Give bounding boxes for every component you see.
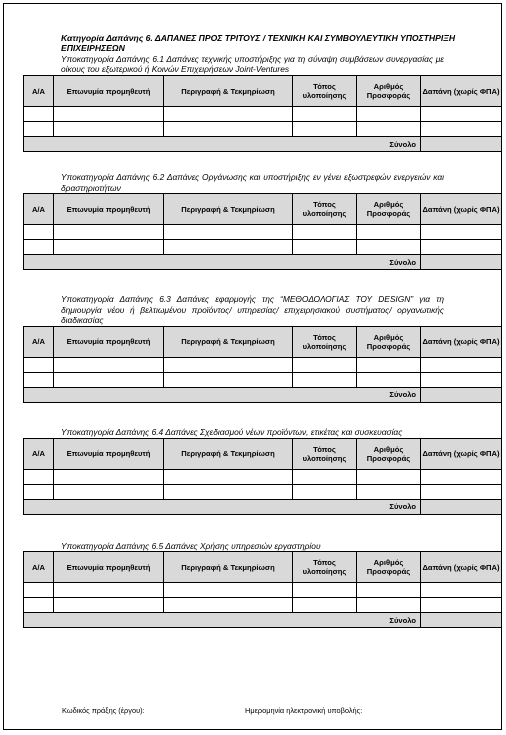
table-cell[interactable] bbox=[24, 357, 54, 372]
table-cell[interactable] bbox=[357, 225, 421, 240]
column-header: Αριθμός Προσφοράς bbox=[357, 326, 421, 357]
table-cell[interactable] bbox=[357, 107, 421, 122]
total-label: Σύνολο bbox=[24, 137, 421, 152]
column-header: Επωνυμία προμηθευτή bbox=[54, 438, 164, 469]
table-row bbox=[24, 107, 502, 122]
sections bbox=[23, 54, 501, 628]
table-cell[interactable] bbox=[164, 583, 293, 598]
category-title: Κατηγορία Δαπάνης 6. ΔΑΠΑΝΕΣ ΠΡΟΣ ΤΡΙΤΟΥΣ / ΤΕΧΝΙΚΗ ΚΑΙ ΣΥΜΒΟΥΛΕΥΤΙΚΗ ΥΠΟΣΤΗΡΙΞΗ ΕΠΙΧΕΙΡΗΣΕΩΝ bbox=[61, 33, 456, 54]
table-cell[interactable] bbox=[293, 107, 357, 122]
table-cell[interactable] bbox=[24, 122, 54, 137]
table-cell[interactable] bbox=[293, 598, 357, 613]
subcategory-title: Υποκατηγορία Δαπάνης 6.5 Δαπάνες Χρήσης υπηρεσιών εργαστηρίου bbox=[61, 540, 321, 551]
table-row bbox=[24, 357, 502, 372]
table-cell[interactable] bbox=[54, 122, 164, 137]
total-row bbox=[24, 137, 502, 152]
table-cell[interactable] bbox=[357, 240, 421, 255]
table-row bbox=[24, 484, 502, 499]
total-value[interactable] bbox=[421, 499, 502, 514]
column-header: Δαπάνη (χωρίς ΦΠΑ) bbox=[421, 326, 502, 357]
table-cell[interactable] bbox=[421, 469, 502, 484]
expense-table bbox=[23, 326, 502, 403]
column-header: Αριθμός Προσφοράς bbox=[357, 194, 421, 225]
table-cell[interactable] bbox=[421, 583, 502, 598]
table-cell[interactable] bbox=[164, 357, 293, 372]
column-header: Αριθμός Προσφοράς bbox=[357, 76, 421, 107]
table-cell[interactable] bbox=[357, 372, 421, 387]
table-cell[interactable] bbox=[164, 122, 293, 137]
table-cell[interactable] bbox=[24, 484, 54, 499]
table-header-row bbox=[24, 438, 502, 469]
table-cell[interactable] bbox=[24, 107, 54, 122]
column-header: Αριθμός Προσφοράς bbox=[357, 552, 421, 583]
table-cell[interactable] bbox=[54, 240, 164, 255]
action-code-label: Κωδικός πράξης (έργου): bbox=[62, 706, 145, 715]
table-cell[interactable] bbox=[421, 240, 502, 255]
table-row bbox=[24, 583, 502, 598]
table-row bbox=[24, 225, 502, 240]
column-header: Α/Α bbox=[24, 76, 54, 107]
table-cell[interactable] bbox=[293, 583, 357, 598]
total-label: Σύνολο bbox=[24, 499, 421, 514]
table-cell[interactable] bbox=[357, 357, 421, 372]
table-row bbox=[24, 122, 502, 137]
column-header: Τόπος υλοποίησης bbox=[293, 326, 357, 357]
table-cell[interactable] bbox=[54, 372, 164, 387]
table-cell[interactable] bbox=[24, 240, 54, 255]
table-cell[interactable] bbox=[24, 598, 54, 613]
table-cell[interactable] bbox=[293, 357, 357, 372]
table-cell[interactable] bbox=[164, 372, 293, 387]
subcategory-title: Υποκατηγορία Δαπάνης 6.4 Δαπάνες Σχεδιασμού νέων προϊόντων, ετικέτας και συσκευασίας bbox=[61, 426, 403, 437]
table-cell[interactable] bbox=[421, 598, 502, 613]
table-cell[interactable] bbox=[293, 469, 357, 484]
column-header: Τόπος υλοποίησης bbox=[293, 438, 357, 469]
expense-table bbox=[23, 193, 502, 270]
column-header: Δαπάνη (χωρίς ΦΠΑ) bbox=[421, 438, 502, 469]
table-header-row bbox=[24, 194, 502, 225]
table-cell[interactable] bbox=[164, 484, 293, 499]
table-cell[interactable] bbox=[24, 225, 54, 240]
column-header: Επωνυμία προμηθευτή bbox=[54, 326, 164, 357]
table-cell[interactable] bbox=[357, 598, 421, 613]
table-cell[interactable] bbox=[164, 240, 293, 255]
table-cell[interactable] bbox=[293, 372, 357, 387]
table-cell[interactable] bbox=[24, 372, 54, 387]
expense-section bbox=[23, 54, 501, 152]
table-cell[interactable] bbox=[164, 225, 293, 240]
subcategory-title: Υποκατηγορία Δαπάνης 6.1 Δαπάνες τεχνικής υποστήριξης για τη σύναψη συμβάσεων συνεργασίας με οίκους του εξωτερικού ή Κοινών Επιχειρήσεων Joint-Ventures bbox=[61, 53, 444, 75]
table-cell[interactable] bbox=[24, 469, 54, 484]
table-cell[interactable] bbox=[357, 122, 421, 137]
total-label: Σύνολο bbox=[24, 255, 421, 270]
table-header-row bbox=[24, 552, 502, 583]
total-label: Σύνολο bbox=[24, 387, 421, 402]
table-cell[interactable] bbox=[54, 484, 164, 499]
column-header: Περιγραφή & Τεκμηρίωση bbox=[164, 76, 293, 107]
table-cell[interactable] bbox=[24, 583, 54, 598]
column-header: Περιγραφή & Τεκμηρίωση bbox=[164, 326, 293, 357]
column-header: Τόπος υλοποίησης bbox=[293, 194, 357, 225]
table-row bbox=[24, 598, 502, 613]
expense-section bbox=[23, 294, 501, 403]
table-cell[interactable] bbox=[421, 484, 502, 499]
column-header: Επωνυμία προμηθευτή bbox=[54, 552, 164, 583]
total-value[interactable] bbox=[421, 137, 502, 152]
total-row bbox=[24, 387, 502, 402]
table-cell[interactable] bbox=[421, 122, 502, 137]
table-cell[interactable] bbox=[357, 583, 421, 598]
table-cell[interactable] bbox=[164, 598, 293, 613]
table-cell[interactable] bbox=[54, 107, 164, 122]
table-row bbox=[24, 372, 502, 387]
table-row bbox=[24, 240, 502, 255]
subcategory-title: Υποκατηγορία Δαπάνης 6.2 Δαπάνες Οργάνωσης και υποστήριξης εν γένει εξωστρεφών ενεργειών και δραστηριοτήτων bbox=[61, 172, 444, 193]
total-label: Σύνολο bbox=[24, 613, 421, 628]
total-value[interactable] bbox=[421, 387, 502, 402]
column-header: Α/Α bbox=[24, 438, 54, 469]
table-header-row bbox=[24, 76, 502, 107]
total-value[interactable] bbox=[421, 613, 502, 628]
column-header: Επωνυμία προμηθευτή bbox=[54, 194, 164, 225]
column-header: Περιγραφή & Τεκμηρίωση bbox=[164, 194, 293, 225]
column-header: Α/Α bbox=[24, 552, 54, 583]
table-cell[interactable] bbox=[164, 469, 293, 484]
table-cell[interactable] bbox=[421, 107, 502, 122]
table-cell[interactable] bbox=[54, 583, 164, 598]
column-header: Τόπος υλοποίησης bbox=[293, 552, 357, 583]
column-header: Δαπάνη (χωρίς ΦΠΑ) bbox=[421, 552, 502, 583]
table-cell[interactable] bbox=[293, 484, 357, 499]
table-cell[interactable] bbox=[357, 469, 421, 484]
table-cell[interactable] bbox=[54, 598, 164, 613]
expense-table bbox=[23, 551, 502, 628]
column-header: Τόπος υλοποίησης bbox=[293, 76, 357, 107]
table-cell[interactable] bbox=[54, 469, 164, 484]
total-value[interactable] bbox=[421, 255, 502, 270]
submission-date-label: Ημερομηνία ηλεκτρονική υποβολής: bbox=[245, 706, 363, 715]
column-header: Δαπάνη (χωρίς ΦΠΑ) bbox=[421, 194, 502, 225]
total-row bbox=[24, 255, 502, 270]
table-cell[interactable] bbox=[293, 240, 357, 255]
column-header: Αριθμός Προσφοράς bbox=[357, 438, 421, 469]
column-header: Α/Α bbox=[24, 326, 54, 357]
table-header-row bbox=[24, 326, 502, 357]
subcategory-title: Υποκατηγορία Δαπάνης 6.3 Δαπάνες εφαρμογής της “ΜΕΘΟΔΟΛΟΓΙΑΣ ΤΟΥ DESIGN” για τη δημιουργία νέου ή βελτιωμένου προϊόντος/ υπηρεσίας/ επιχειρησιακού συστήματος/ οργανωτικής διαδικασίας bbox=[61, 294, 444, 326]
table-cell[interactable] bbox=[421, 225, 502, 240]
table-cell[interactable] bbox=[293, 225, 357, 240]
column-header: Δαπάνη (χωρίς ΦΠΑ) bbox=[421, 76, 502, 107]
table-row bbox=[24, 469, 502, 484]
table-cell[interactable] bbox=[54, 357, 164, 372]
document-content bbox=[23, 33, 501, 628]
expense-section bbox=[23, 427, 501, 515]
total-row bbox=[24, 499, 502, 514]
expense-section bbox=[23, 541, 501, 629]
table-cell[interactable] bbox=[421, 372, 502, 387]
table-cell[interactable] bbox=[421, 357, 502, 372]
table-cell[interactable] bbox=[164, 107, 293, 122]
table-cell[interactable] bbox=[293, 122, 357, 137]
column-header: Περιγραφή & Τεκμηρίωση bbox=[164, 438, 293, 469]
table-cell[interactable] bbox=[54, 225, 164, 240]
expense-table bbox=[23, 75, 502, 152]
expense-table bbox=[23, 438, 502, 515]
table-cell[interactable] bbox=[357, 484, 421, 499]
column-header: Α/Α bbox=[24, 194, 54, 225]
column-header: Επωνυμία προμηθευτή bbox=[54, 76, 164, 107]
expense-section bbox=[23, 172, 501, 270]
total-row bbox=[24, 613, 502, 628]
column-header: Περιγραφή & Τεκμηρίωση bbox=[164, 552, 293, 583]
